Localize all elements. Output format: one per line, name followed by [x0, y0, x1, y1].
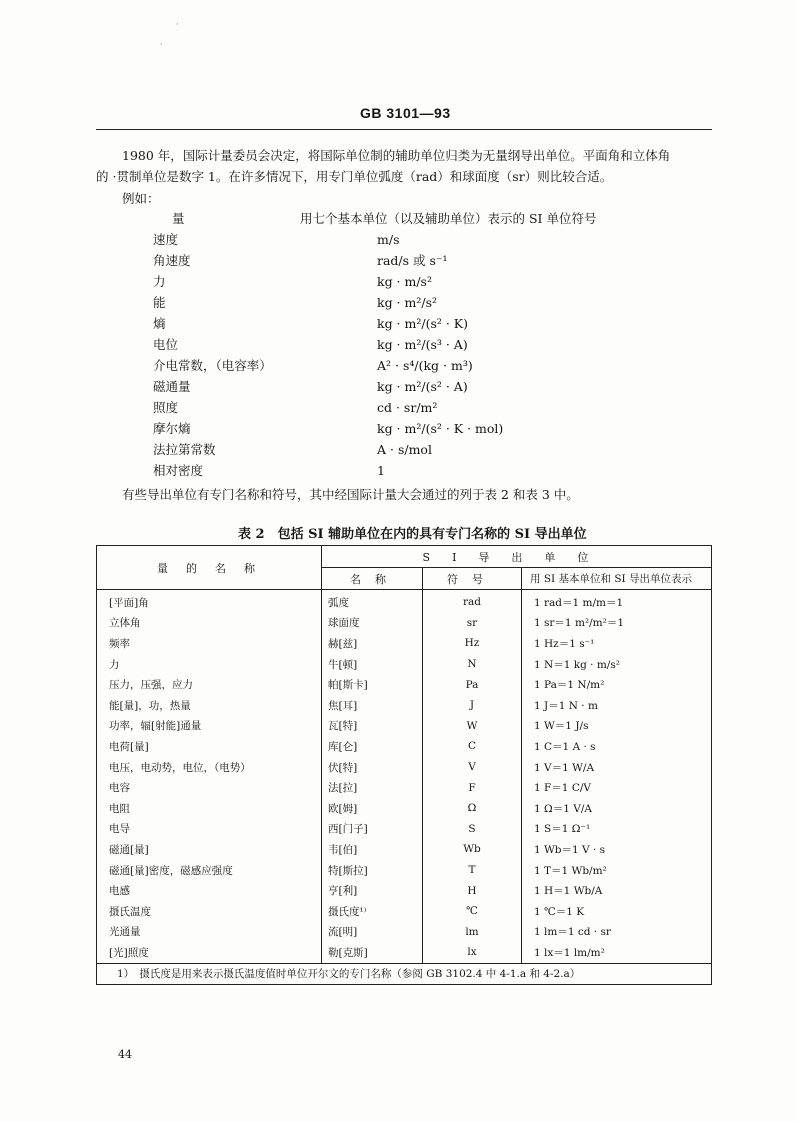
cell-name: 帕[斯卡] [322, 674, 423, 695]
cell-expression: 1 Hz＝1 s⁻¹ [522, 633, 712, 654]
si-derived-units-table [96, 545, 712, 985]
example-quantity: 力 [153, 274, 166, 289]
scan-speck: · [160, 40, 163, 49]
page-number: 44 [118, 1048, 132, 1061]
subheader-expression: 用 SI 基本单位和 SI 导出单位表示 [522, 568, 712, 590]
table-row [97, 695, 712, 716]
cell-expression: 1 Pa＝1 N/m² [522, 674, 712, 695]
cell-symbol: Hz [423, 633, 522, 654]
cell-name: 亨[利] [322, 880, 423, 901]
cell-quantity: 电荷[量] [109, 740, 149, 753]
table-header-row [97, 546, 712, 568]
cell-name: 西[门子] [322, 819, 423, 840]
cell-symbol: C [423, 736, 522, 757]
page-header: GB 3101—93 [360, 105, 451, 121]
example-symbol: A · s/mol [377, 442, 432, 457]
example-symbol: A² · s⁴/(kg · m³) [377, 358, 473, 373]
cell-symbol: Pa [423, 674, 522, 695]
cell-quantity: 立体角 [109, 617, 141, 630]
cell-quantity: 电压，电动势，电位，（电势） [109, 761, 251, 774]
cell-expression: 1 H＝1 Wb/A [522, 880, 712, 901]
table-footnote-row [97, 963, 712, 985]
subheader-symbol: 符号 [423, 568, 522, 590]
examples-header-quantity: 量 [172, 211, 185, 226]
example-symbol: kg · m²/s² [377, 295, 437, 310]
cell-name: 勒[克斯] [322, 942, 423, 963]
example-symbol: 1 [377, 463, 385, 478]
cell-expression: 1 N＝1 kg · m/s² [522, 654, 712, 675]
cell-symbol: lm [423, 922, 522, 943]
cell-symbol: F [423, 777, 522, 798]
paragraph-2: 的 ·贯制单位是数字 1。在许多情况下，用专门单位弧度（rad）和球面度（sr）则比较合适。 [96, 169, 613, 184]
table-row [97, 798, 712, 819]
cell-expression: 1 S＝1 Ω⁻¹ [522, 819, 712, 840]
cell-symbol: J [423, 695, 522, 716]
cell-symbol: H [423, 880, 522, 901]
cell-symbol: V [423, 757, 522, 778]
cell-expression: 1 F＝1 C/V [522, 777, 712, 798]
header-si-derived-unit: SI导出单位 [322, 546, 712, 568]
cell-expression: 1 lx＝1 lm/m² [522, 942, 712, 963]
example-symbol: cd · sr/m² [377, 400, 438, 415]
paragraph-4: 有些导出单位有专门名称和符号，其中经国际计量大会通过的列于表 2 和表 3 中。 [122, 487, 579, 502]
table-row [97, 590, 712, 613]
cell-quantity: 电感 [109, 885, 130, 898]
cell-expression: 1 ℃＝1 K [522, 901, 712, 922]
cell-quantity: 压力，压强，应力 [109, 679, 193, 692]
table-row [97, 654, 712, 675]
cell-symbol: rad [423, 590, 522, 613]
cell-quantity: 电阻 [109, 802, 130, 815]
table-row [97, 819, 712, 840]
table-row [97, 860, 712, 881]
cell-quantity: 磁通[量]密度，磁感应强度 [109, 864, 233, 877]
example-quantity: 角速度 [153, 253, 191, 268]
table-footnote: 1） 摄氏度是用来表示摄氏温度值时单位开尔文的专门名称（参阅 GB 3102.4 中 4-1.a 和 4-2.a） [97, 963, 712, 985]
cell-expression: 1 Ω＝1 V/A [522, 798, 712, 819]
cell-symbol: N [423, 654, 522, 675]
examples-header-symbol: 用七个基本单位（以及辅助单位）表示的 SI 单位符号 [300, 211, 597, 226]
cell-quantity: 摄氏温度 [109, 905, 151, 918]
cell-name: 球面度 [322, 613, 423, 634]
cell-name: 伏[特] [322, 757, 423, 778]
cell-symbol: lx [423, 942, 522, 963]
cell-symbol: sr [423, 613, 522, 634]
table-body [97, 590, 712, 985]
table-row [97, 613, 712, 634]
table-row [97, 880, 712, 901]
cell-name: 韦[伯] [322, 839, 423, 860]
example-symbol: kg · m²/(s² · K) [377, 316, 469, 331]
cell-quantity: 频率 [109, 637, 130, 650]
table-row [97, 777, 712, 798]
cell-name: 摄氏度¹⁾ [322, 901, 423, 922]
cell-expression: 1 V＝1 W/A [522, 757, 712, 778]
table-row [97, 942, 712, 963]
cell-quantity: 电导 [109, 823, 130, 836]
cell-expression: 1 C＝1 A · s [522, 736, 712, 757]
example-symbol: kg · m/s² [377, 274, 432, 289]
cell-expression: 1 T＝1 Wb/m² [522, 860, 712, 881]
cell-quantity: 力 [109, 658, 120, 671]
example-symbol: kg · m²/(s² · A) [377, 379, 468, 394]
cell-expression: 1 J＝1 N · m [522, 695, 712, 716]
example-quantity: 照度 [153, 400, 179, 415]
example-quantity: 法拉第常数 [153, 442, 216, 457]
cell-name: 库[仑] [322, 736, 423, 757]
cell-expression: 1 lm＝1 cd · sr [522, 922, 712, 943]
cell-quantity: 功率，辐[射能]通量 [109, 720, 202, 733]
cell-quantity: 电容 [109, 782, 130, 795]
example-quantity: 熵 [153, 316, 166, 331]
cell-name: 法[拉] [322, 777, 423, 798]
cell-quantity: 磁通[量] [109, 843, 149, 856]
cell-name: 瓦[特] [322, 716, 423, 737]
cell-quantity: 能[量]，功，热量 [109, 699, 191, 712]
cell-symbol: W [423, 716, 522, 737]
example-quantity: 介电常数，（电容率） [153, 358, 272, 373]
cell-expression: 1 rad＝1 m/m＝1 [522, 590, 712, 613]
table-row [97, 839, 712, 860]
example-symbol: kg · m²/(s³ · A) [377, 337, 468, 352]
cell-quantity: [平面]角 [109, 596, 149, 609]
example-quantity: 能 [153, 295, 166, 310]
cell-quantity: [光]照度 [109, 946, 149, 959]
table-caption: 表 2 包括 SI 辅助单位在内的具有专门名称的 SI 导出单位 [238, 527, 587, 542]
table-row [97, 901, 712, 922]
cell-name: 欧[姆] [322, 798, 423, 819]
example-quantity: 摩尔熵 [153, 421, 191, 436]
cell-symbol: ℃ [423, 901, 522, 922]
header-rule [96, 129, 712, 130]
cell-expression: 1 W＝1 J/s [522, 716, 712, 737]
cell-name: 焦[耳] [322, 695, 423, 716]
cell-name: 特[斯拉] [322, 860, 423, 881]
cell-symbol: Wb [423, 839, 522, 860]
table-row [97, 633, 712, 654]
cell-symbol: S [423, 819, 522, 840]
example-symbol: kg · m²/(s² · K · mol) [377, 421, 504, 436]
cell-name: 弧度 [322, 590, 423, 613]
cell-expression: 1 Wb＝1 V · s [522, 839, 712, 860]
example-symbol: m/s [377, 232, 400, 247]
scan-speck: · [176, 20, 179, 29]
example-quantity: 相对密度 [153, 463, 204, 478]
table-row [97, 757, 712, 778]
header-quantity-name: 量的名称 [97, 546, 322, 590]
example-quantity: 速度 [153, 232, 179, 247]
cell-symbol: Ω [423, 798, 522, 819]
cell-symbol: T [423, 860, 522, 881]
example-symbol: rad/s 或 s⁻¹ [377, 253, 448, 268]
cell-expression: 1 sr＝1 m²/m²＝1 [522, 613, 712, 634]
table-row [97, 922, 712, 943]
paragraph-3: 例如： [122, 191, 160, 206]
cell-name: 牛[顿] [322, 654, 423, 675]
subheader-name: 名称 [322, 568, 423, 590]
table-row [97, 716, 712, 737]
cell-quantity: 光通量 [109, 926, 141, 939]
example-quantity: 电位 [153, 337, 179, 352]
cell-name: 流[明] [322, 922, 423, 943]
example-quantity: 磁通量 [153, 379, 191, 394]
table-row [97, 674, 712, 695]
cell-name: 赫[兹] [322, 633, 423, 654]
paragraph-1: 1980 年，国际计量委员会决定，将国际单位制的辅助单位归类为无量纲导出单位。平面角和立体角 [122, 148, 671, 163]
table-row [97, 736, 712, 757]
